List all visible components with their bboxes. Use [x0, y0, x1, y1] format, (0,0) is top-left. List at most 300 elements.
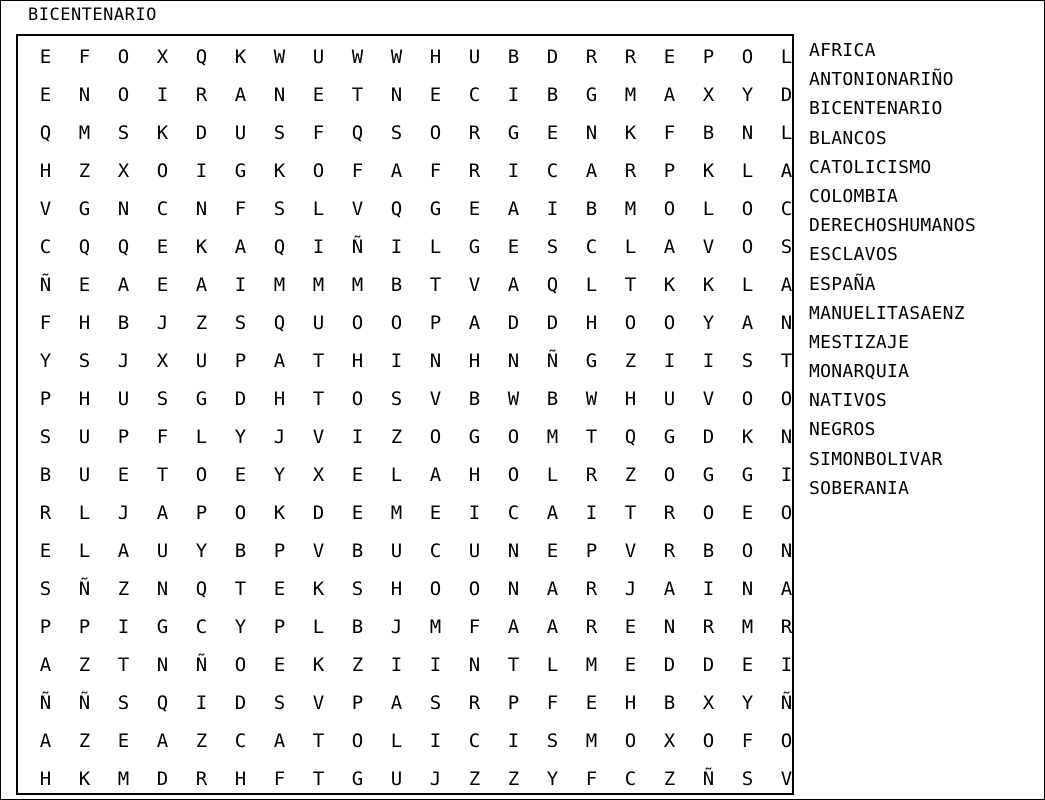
grid-cell[interactable]: D: [780, 83, 793, 106]
grid-cell[interactable]: P: [663, 159, 676, 182]
grid-cell[interactable]: L: [78, 539, 91, 562]
grid-cell[interactable]: Z: [624, 463, 637, 486]
grid-cell[interactable]: F: [663, 121, 676, 144]
grid-cell[interactable]: O: [624, 311, 637, 334]
grid-cell[interactable]: N: [741, 121, 754, 144]
grid-cell[interactable]: Ñ: [78, 691, 91, 714]
grid-cell[interactable]: T: [234, 577, 247, 600]
grid-cell[interactable]: D: [195, 121, 208, 144]
grid-cell[interactable]: H: [234, 767, 247, 790]
grid-cell[interactable]: F: [78, 45, 91, 68]
grid-cell[interactable]: T: [312, 729, 325, 752]
grid-cell[interactable]: C: [468, 83, 481, 106]
grid-cell[interactable]: B: [390, 273, 403, 296]
grid-cell[interactable]: K: [195, 235, 208, 258]
grid-cell[interactable]: X: [156, 349, 169, 372]
grid-cell[interactable]: O: [507, 425, 520, 448]
grid-cell[interactable]: Q: [624, 425, 637, 448]
grid-cell[interactable]: M: [624, 83, 637, 106]
grid-cell[interactable]: X: [312, 463, 325, 486]
grid-cell[interactable]: O: [117, 45, 130, 68]
grid-cell[interactable]: B: [546, 387, 559, 410]
grid-cell[interactable]: Y: [273, 463, 286, 486]
grid-cell[interactable]: G: [741, 463, 754, 486]
grid-cell[interactable]: B: [702, 539, 715, 562]
grid-cell[interactable]: V: [780, 767, 793, 790]
grid-cell[interactable]: Ñ: [702, 767, 715, 790]
grid-cell[interactable]: X: [663, 729, 676, 752]
grid-cell[interactable]: G: [702, 463, 715, 486]
grid-cell[interactable]: Ñ: [780, 691, 793, 714]
grid-cell[interactable]: Q: [39, 121, 52, 144]
grid-cell[interactable]: M: [585, 653, 598, 676]
grid-cell[interactable]: Y: [234, 615, 247, 638]
grid-cell[interactable]: N: [156, 653, 169, 676]
grid-cell[interactable]: N: [507, 577, 520, 600]
grid-cell[interactable]: E: [351, 463, 364, 486]
grid-cell[interactable]: L: [390, 729, 403, 752]
grid-cell[interactable]: Q: [273, 311, 286, 334]
grid-cell[interactable]: D: [156, 767, 169, 790]
letter-grid[interactable]: [26, 38, 793, 798]
grid-cell[interactable]: L: [312, 197, 325, 220]
grid-cell[interactable]: V: [702, 235, 715, 258]
grid-cell[interactable]: U: [156, 539, 169, 562]
grid-cell[interactable]: P: [429, 311, 442, 334]
grid-cell[interactable]: F: [468, 615, 481, 638]
grid-cell[interactable]: E: [429, 501, 442, 524]
grid-cell[interactable]: O: [351, 387, 364, 410]
grid-cell[interactable]: Q: [156, 691, 169, 714]
grid-cell[interactable]: O: [741, 235, 754, 258]
grid-cell[interactable]: M: [273, 273, 286, 296]
grid-cell[interactable]: A: [390, 691, 403, 714]
grid-cell[interactable]: L: [78, 501, 91, 524]
grid-cell[interactable]: L: [780, 121, 793, 144]
grid-cell[interactable]: T: [312, 349, 325, 372]
grid-cell[interactable]: F: [312, 121, 325, 144]
grid-cell[interactable]: C: [468, 729, 481, 752]
grid-cell[interactable]: Y: [741, 83, 754, 106]
grid-cell[interactable]: R: [195, 83, 208, 106]
grid-cell[interactable]: Y: [234, 425, 247, 448]
grid-cell[interactable]: L: [702, 197, 715, 220]
grid-cell[interactable]: A: [546, 615, 559, 638]
grid-cell[interactable]: O: [351, 729, 364, 752]
grid-cell[interactable]: E: [39, 45, 52, 68]
grid-cell[interactable]: O: [780, 501, 793, 524]
grid-cell[interactable]: S: [273, 197, 286, 220]
grid-cell[interactable]: A: [507, 615, 520, 638]
grid-cell[interactable]: K: [624, 121, 637, 144]
grid-cell[interactable]: U: [78, 425, 91, 448]
grid-cell[interactable]: G: [234, 159, 247, 182]
grid-cell[interactable]: O: [429, 121, 442, 144]
grid-cell[interactable]: O: [663, 463, 676, 486]
grid-cell[interactable]: H: [624, 387, 637, 410]
grid-cell[interactable]: E: [741, 653, 754, 676]
grid-cell[interactable]: A: [117, 273, 130, 296]
grid-cell[interactable]: S: [234, 311, 247, 334]
grid-cell[interactable]: R: [663, 501, 676, 524]
grid-cell[interactable]: H: [624, 691, 637, 714]
grid-cell[interactable]: A: [390, 159, 403, 182]
grid-cell[interactable]: U: [234, 121, 247, 144]
grid-cell[interactable]: A: [507, 273, 520, 296]
grid-cell[interactable]: P: [195, 501, 208, 524]
grid-cell[interactable]: Ñ: [39, 273, 52, 296]
grid-cell[interactable]: E: [156, 235, 169, 258]
grid-cell[interactable]: P: [39, 387, 52, 410]
grid-cell[interactable]: R: [780, 615, 793, 638]
grid-cell[interactable]: C: [507, 501, 520, 524]
grid-cell[interactable]: G: [156, 615, 169, 638]
grid-cell[interactable]: D: [234, 387, 247, 410]
grid-cell[interactable]: R: [663, 539, 676, 562]
grid-cell[interactable]: F: [39, 311, 52, 334]
grid-cell[interactable]: S: [78, 349, 91, 372]
grid-cell[interactable]: Ñ: [39, 691, 52, 714]
grid-cell[interactable]: E: [624, 615, 637, 638]
grid-cell[interactable]: G: [468, 425, 481, 448]
grid-cell[interactable]: T: [156, 463, 169, 486]
grid-cell[interactable]: T: [351, 83, 364, 106]
grid-cell[interactable]: O: [429, 577, 442, 600]
grid-cell[interactable]: S: [741, 767, 754, 790]
grid-cell[interactable]: Z: [507, 767, 520, 790]
grid-cell[interactable]: I: [702, 577, 715, 600]
grid-cell[interactable]: Ñ: [78, 577, 91, 600]
grid-cell[interactable]: H: [351, 349, 364, 372]
grid-cell[interactable]: Z: [468, 767, 481, 790]
grid-cell[interactable]: T: [624, 273, 637, 296]
grid-cell[interactable]: E: [39, 83, 52, 106]
grid-cell[interactable]: A: [39, 653, 52, 676]
grid-cell[interactable]: B: [351, 615, 364, 638]
grid-cell[interactable]: R: [585, 577, 598, 600]
grid-cell[interactable]: I: [117, 615, 130, 638]
grid-cell[interactable]: L: [546, 653, 559, 676]
grid-cell[interactable]: O: [234, 501, 247, 524]
grid-cell[interactable]: S: [741, 349, 754, 372]
grid-cell[interactable]: U: [312, 45, 325, 68]
grid-cell[interactable]: Q: [117, 235, 130, 258]
grid-cell[interactable]: S: [39, 577, 52, 600]
grid-cell[interactable]: I: [546, 197, 559, 220]
grid-cell[interactable]: A: [234, 235, 247, 258]
grid-cell[interactable]: N: [117, 197, 130, 220]
grid-cell[interactable]: D: [663, 653, 676, 676]
grid-cell[interactable]: T: [507, 653, 520, 676]
grid-cell[interactable]: O: [702, 729, 715, 752]
grid-cell[interactable]: M: [390, 501, 403, 524]
grid-cell[interactable]: G: [429, 197, 442, 220]
grid-cell[interactable]: S: [546, 729, 559, 752]
grid-cell[interactable]: I: [507, 729, 520, 752]
grid-cell[interactable]: Y: [702, 311, 715, 334]
grid-cell[interactable]: U: [117, 387, 130, 410]
grid-cell[interactable]: F: [741, 729, 754, 752]
grid-cell[interactable]: M: [312, 273, 325, 296]
grid-cell[interactable]: M: [351, 273, 364, 296]
grid-cell[interactable]: Q: [78, 235, 91, 258]
grid-cell[interactable]: S: [546, 235, 559, 258]
grid-cell[interactable]: M: [78, 121, 91, 144]
grid-cell[interactable]: H: [39, 767, 52, 790]
grid-cell[interactable]: F: [234, 197, 247, 220]
grid-cell[interactable]: I: [390, 235, 403, 258]
grid-cell[interactable]: B: [234, 539, 247, 562]
grid-cell[interactable]: E: [546, 121, 559, 144]
grid-cell[interactable]: R: [624, 159, 637, 182]
grid-cell[interactable]: O: [663, 197, 676, 220]
grid-cell[interactable]: T: [624, 501, 637, 524]
grid-cell[interactable]: Q: [351, 121, 364, 144]
grid-cell[interactable]: A: [780, 159, 793, 182]
grid-cell[interactable]: O: [624, 729, 637, 752]
grid-cell[interactable]: K: [234, 45, 247, 68]
grid-cell[interactable]: S: [39, 425, 52, 448]
grid-cell[interactable]: B: [468, 387, 481, 410]
grid-cell[interactable]: O: [156, 159, 169, 182]
grid-cell[interactable]: L: [780, 45, 793, 68]
grid-cell[interactable]: X: [702, 83, 715, 106]
grid-cell[interactable]: T: [117, 653, 130, 676]
grid-cell[interactable]: P: [78, 615, 91, 638]
grid-cell[interactable]: W: [585, 387, 598, 410]
grid-cell[interactable]: O: [780, 729, 793, 752]
grid-cell[interactable]: O: [507, 463, 520, 486]
grid-cell[interactable]: K: [312, 577, 325, 600]
grid-cell[interactable]: P: [273, 615, 286, 638]
grid-cell[interactable]: O: [468, 577, 481, 600]
grid-cell[interactable]: S: [156, 387, 169, 410]
grid-cell[interactable]: E: [351, 501, 364, 524]
grid-cell[interactable]: I: [780, 463, 793, 486]
grid-cell[interactable]: V: [312, 691, 325, 714]
grid-cell[interactable]: R: [468, 691, 481, 714]
grid-cell[interactable]: E: [624, 653, 637, 676]
grid-cell[interactable]: V: [624, 539, 637, 562]
grid-cell[interactable]: J: [429, 767, 442, 790]
grid-cell[interactable]: Z: [663, 767, 676, 790]
grid-cell[interactable]: Y: [741, 691, 754, 714]
grid-cell[interactable]: E: [39, 539, 52, 562]
grid-cell[interactable]: G: [468, 235, 481, 258]
grid-cell[interactable]: N: [273, 83, 286, 106]
grid-cell[interactable]: I: [351, 425, 364, 448]
grid-cell[interactable]: K: [273, 159, 286, 182]
grid-cell[interactable]: M: [741, 615, 754, 638]
grid-cell[interactable]: C: [546, 159, 559, 182]
grid-cell[interactable]: G: [585, 83, 598, 106]
grid-cell[interactable]: E: [741, 501, 754, 524]
grid-cell[interactable]: O: [741, 45, 754, 68]
grid-cell[interactable]: Q: [390, 197, 403, 220]
grid-cell[interactable]: U: [312, 311, 325, 334]
grid-cell[interactable]: I: [195, 691, 208, 714]
grid-cell[interactable]: V: [429, 387, 442, 410]
grid-cell[interactable]: A: [234, 83, 247, 106]
grid-cell[interactable]: C: [195, 615, 208, 638]
grid-cell[interactable]: F: [585, 767, 598, 790]
grid-cell[interactable]: Z: [390, 425, 403, 448]
grid-cell[interactable]: T: [312, 767, 325, 790]
grid-cell[interactable]: A: [585, 159, 598, 182]
grid-cell[interactable]: L: [390, 463, 403, 486]
grid-cell[interactable]: E: [234, 463, 247, 486]
grid-cell[interactable]: O: [741, 387, 754, 410]
grid-cell[interactable]: N: [429, 349, 442, 372]
grid-cell[interactable]: S: [390, 387, 403, 410]
grid-cell[interactable]: X: [702, 691, 715, 714]
grid-cell[interactable]: W: [390, 45, 403, 68]
grid-cell[interactable]: T: [429, 273, 442, 296]
grid-cell[interactable]: U: [663, 387, 676, 410]
grid-cell[interactable]: B: [117, 311, 130, 334]
grid-cell[interactable]: J: [624, 577, 637, 600]
grid-cell[interactable]: P: [273, 539, 286, 562]
grid-cell[interactable]: Ñ: [195, 653, 208, 676]
grid-cell[interactable]: M: [624, 197, 637, 220]
grid-cell[interactable]: U: [468, 45, 481, 68]
grid-cell[interactable]: U: [390, 767, 403, 790]
grid-cell[interactable]: Q: [195, 577, 208, 600]
grid-cell[interactable]: U: [78, 463, 91, 486]
grid-cell[interactable]: S: [273, 121, 286, 144]
grid-cell[interactable]: R: [624, 45, 637, 68]
grid-cell[interactable]: Z: [351, 653, 364, 676]
grid-cell[interactable]: O: [117, 83, 130, 106]
grid-cell[interactable]: O: [390, 311, 403, 334]
grid-cell[interactable]: R: [585, 615, 598, 638]
grid-cell[interactable]: S: [117, 691, 130, 714]
grid-cell[interactable]: B: [39, 463, 52, 486]
grid-cell[interactable]: Q: [195, 45, 208, 68]
grid-cell[interactable]: Z: [78, 729, 91, 752]
grid-cell[interactable]: F: [351, 159, 364, 182]
grid-cell[interactable]: J: [156, 311, 169, 334]
grid-cell[interactable]: I: [429, 729, 442, 752]
grid-cell[interactable]: O: [702, 501, 715, 524]
grid-cell[interactable]: E: [663, 45, 676, 68]
grid-cell[interactable]: A: [663, 577, 676, 600]
grid-cell[interactable]: X: [117, 159, 130, 182]
grid-cell[interactable]: L: [741, 273, 754, 296]
grid-cell[interactable]: H: [78, 387, 91, 410]
grid-cell[interactable]: B: [663, 691, 676, 714]
grid-cell[interactable]: K: [702, 273, 715, 296]
grid-cell[interactable]: J: [117, 501, 130, 524]
grid-cell[interactable]: M: [546, 425, 559, 448]
grid-cell[interactable]: T: [585, 425, 598, 448]
grid-cell[interactable]: E: [78, 273, 91, 296]
grid-cell[interactable]: H: [78, 311, 91, 334]
grid-cell[interactable]: Y: [195, 539, 208, 562]
grid-cell[interactable]: L: [624, 235, 637, 258]
grid-cell[interactable]: Z: [624, 349, 637, 372]
grid-cell[interactable]: A: [663, 83, 676, 106]
grid-cell[interactable]: L: [741, 159, 754, 182]
grid-cell[interactable]: A: [156, 729, 169, 752]
grid-cell[interactable]: O: [195, 463, 208, 486]
grid-cell[interactable]: Q: [273, 235, 286, 258]
grid-cell[interactable]: S: [273, 691, 286, 714]
grid-cell[interactable]: N: [78, 83, 91, 106]
grid-cell[interactable]: E: [156, 273, 169, 296]
grid-cell[interactable]: O: [351, 311, 364, 334]
grid-cell[interactable]: D: [546, 311, 559, 334]
grid-cell[interactable]: R: [468, 121, 481, 144]
grid-cell[interactable]: B: [351, 539, 364, 562]
grid-cell[interactable]: Z: [78, 653, 91, 676]
grid-cell[interactable]: T: [780, 349, 793, 372]
grid-cell[interactable]: E: [273, 653, 286, 676]
grid-cell[interactable]: J: [273, 425, 286, 448]
grid-cell[interactable]: Z: [195, 311, 208, 334]
grid-cell[interactable]: N: [195, 197, 208, 220]
grid-cell[interactable]: G: [351, 767, 364, 790]
grid-cell[interactable]: A: [117, 539, 130, 562]
grid-cell[interactable]: N: [507, 539, 520, 562]
grid-cell[interactable]: A: [429, 463, 442, 486]
grid-cell[interactable]: L: [312, 615, 325, 638]
grid-cell[interactable]: A: [195, 273, 208, 296]
grid-cell[interactable]: A: [780, 273, 793, 296]
grid-cell[interactable]: E: [468, 197, 481, 220]
grid-cell[interactable]: K: [78, 767, 91, 790]
grid-cell[interactable]: N: [741, 577, 754, 600]
grid-cell[interactable]: C: [234, 729, 247, 752]
grid-cell[interactable]: A: [39, 729, 52, 752]
grid-cell[interactable]: Q: [546, 273, 559, 296]
grid-cell[interactable]: G: [195, 387, 208, 410]
grid-cell[interactable]: D: [312, 501, 325, 524]
grid-cell[interactable]: W: [273, 45, 286, 68]
grid-cell[interactable]: N: [780, 425, 793, 448]
grid-cell[interactable]: V: [468, 273, 481, 296]
grid-cell[interactable]: E: [507, 235, 520, 258]
grid-cell[interactable]: K: [156, 121, 169, 144]
grid-cell[interactable]: K: [702, 159, 715, 182]
grid-cell[interactable]: I: [663, 349, 676, 372]
grid-cell[interactable]: S: [429, 691, 442, 714]
grid-cell[interactable]: Y: [546, 767, 559, 790]
grid-cell[interactable]: R: [585, 45, 598, 68]
grid-cell[interactable]: N: [780, 539, 793, 562]
grid-cell[interactable]: A: [546, 577, 559, 600]
grid-cell[interactable]: D: [546, 45, 559, 68]
grid-cell[interactable]: L: [546, 463, 559, 486]
grid-cell[interactable]: S: [780, 235, 793, 258]
grid-cell[interactable]: C: [429, 539, 442, 562]
grid-cell[interactable]: U: [390, 539, 403, 562]
grid-cell[interactable]: A: [663, 235, 676, 258]
grid-cell[interactable]: R: [468, 159, 481, 182]
grid-cell[interactable]: H: [468, 463, 481, 486]
grid-cell[interactable]: O: [312, 159, 325, 182]
grid-cell[interactable]: P: [507, 691, 520, 714]
grid-cell[interactable]: D: [234, 691, 247, 714]
grid-cell[interactable]: L: [429, 235, 442, 258]
grid-cell[interactable]: P: [585, 539, 598, 562]
grid-cell[interactable]: E: [312, 83, 325, 106]
grid-cell[interactable]: V: [312, 539, 325, 562]
grid-cell[interactable]: A: [741, 311, 754, 334]
grid-cell[interactable]: B: [507, 45, 520, 68]
grid-cell[interactable]: D: [507, 311, 520, 334]
grid-cell[interactable]: W: [507, 387, 520, 410]
